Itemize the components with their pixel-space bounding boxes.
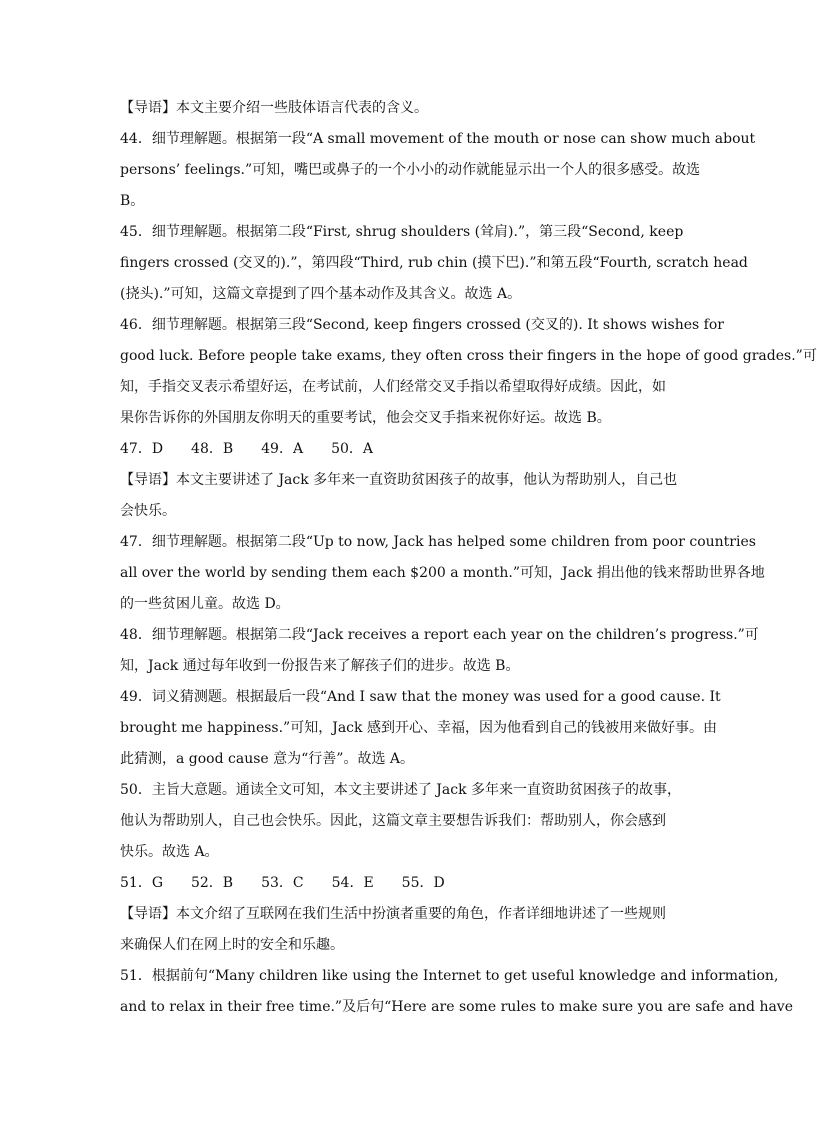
text-line: 果你告诉你的外国朋友你明天的重要考试，他会交叉手指来祝你好运。故选 B。 (120, 410, 611, 426)
text-line: 【导语】本文介绍了互联网在我们生活中扮演者重要的角色，作者详细地讲述了一些规则 (120, 906, 666, 922)
text-line: 知，Jack 通过每年收到一份报告来了解孩子们的进步。故选 B。 (120, 658, 520, 674)
text-line: all over the world by sending them each $200 a month.”可知，Jack 捐出他的钱来帮助世界各地 (120, 565, 765, 581)
text-line: and to relax in their free time.”及后句“Here are some rules to make sure you are safe and have (120, 999, 794, 1015)
text-line: 此猜测，a good cause 意为“行善”。故选 A。 (120, 751, 415, 767)
text-line: 45．细节理解题。根据第二段“First, shrug shoulders (耸肩).”，第三段“Second, keep (120, 224, 684, 240)
text-line: 46．细节理解题。根据第三段“Second, keep fingers crossed (交叉的). It shows wishes for (120, 317, 724, 333)
text-line: persons’ feelings.”可知，嘴巴或鼻子的一个小小的动作就能显示出一个人的很多感受。故选 (120, 162, 701, 178)
text-line: (挠头).”可知，这篇文章提到了四个基本动作及其含义。故选 A。 (120, 286, 522, 302)
text-line: 【导语】本文主要介绍一些肢体语言代表的含义。 (120, 100, 428, 116)
text-line: B。 (120, 193, 145, 209)
text-line: 47．D 48．B 49．A 50．A (120, 441, 373, 457)
text-line: 47．细节理解题。根据第二段“Up to now, Jack has helped some children from poor countries (120, 534, 756, 550)
text-line: 49．词义猜测题。根据最后一段“And I saw that the money was used for a good cause. It (120, 689, 721, 705)
text-line: good luck. Before people take exams, they often cross their fingers in the hope of good grades.”可 (120, 348, 817, 364)
text-line: 快乐。故选 A。 (120, 844, 219, 860)
text-line: brought me happiness.”可知，Jack 感到开心、幸福，因为他看到自己的钱被用来做好事。由 (120, 720, 717, 736)
text-line: 50．主旨大意题。通读全文可知，本文主要讲述了 Jack 多年来一直资助贫困孩子的故事， (120, 782, 681, 798)
text-line: 知，手指交叉表示希望好运，在考试前，人们经常交叉手指以希望取得好成绩。因此，如 (120, 379, 666, 395)
text-line: 他认为帮助别人，自己也会快乐。因此，这篇文章主要想告诉我们：帮助别人，你会感到 (120, 813, 666, 829)
text-line: fingers crossed (交叉的).”，第四段“Third, rub chin (摸下巴).”和第五段“Fourth, scratch head (120, 255, 748, 271)
text-line: 【导语】本文主要讲述了 Jack 多年来一直资助贫困孩子的故事，他认为帮助别人，自己也 (120, 472, 678, 488)
text-line: 44．细节理解题。根据第一段“A small movement of the mouth or nose can show much about (120, 131, 756, 147)
text-line: 51．根据前句“Many children like using the Internet to get useful knowledge and information, (120, 968, 779, 984)
text-line: 来确保人们在网上时的安全和乐趣。 (120, 937, 344, 953)
text-line: 的一些贫困儿童。故选 D。 (120, 596, 290, 612)
text-line: 48．细节理解题。根据第二段“Jack receives a report each year on the children’s progress.”可 (120, 627, 759, 643)
text-line: 会快乐。 (120, 503, 176, 519)
text-line: 51．G 52．B 53．C 54．E 55．D (120, 875, 445, 891)
